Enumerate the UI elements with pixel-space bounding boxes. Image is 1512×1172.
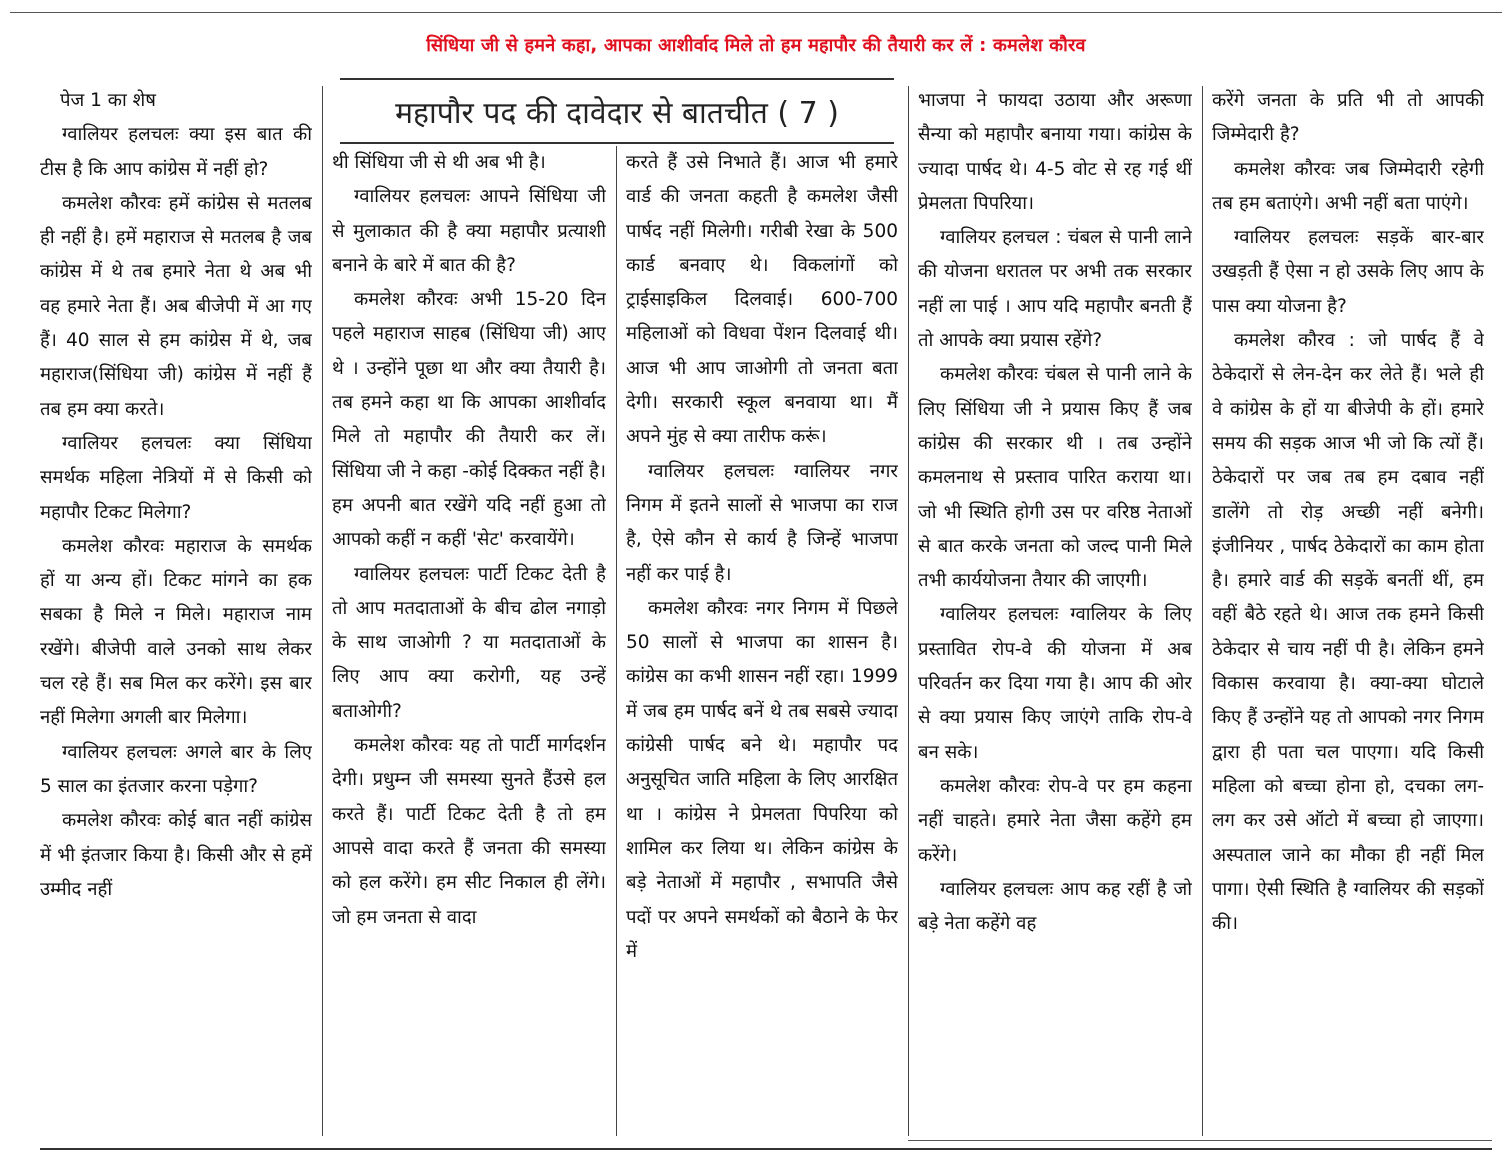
paragraph: ग्वालियर हलचल : चंबल से पानी लाने की योजना धरातल पर अभी तक सरकार नहीं ला पाई । आप यदि महापौर बनती हैं तो आपके क्या प्रयास रहेंगे? [918,227,1192,352]
column-divider [908,86,909,1136]
paragraph: ग्वालियर हलचलः पार्टी टिकट देती है तो आप मतदाताओं के बीच ढोल नगाड़ो के साथ जाओगी ? या मतदाताओं के लिए आप क्या करोगी, यह उन्हें बताओगी? [332,563,606,722]
paragraph: थी सिंधिया जी से थी अब भी है। [332,152,546,173]
interview-series-box [340,78,894,144]
article-column-5 [1212,84,1484,1140]
paragraph: ग्वालियर हलचलः ग्वालियर के लिए प्रस्तावित रोप-वे की योजना में अब परिवर्तन कर दिया गया है। आप की ओर से क्या प्रयास किए जाएंगे ताकि रोप-वे बन सके। [918,604,1192,763]
paragraph: कमलेश कौरवः महाराज के समर्थक हों या अन्य हों। टिकट मांगने का हक सबका है मिले न मिले। महाराज नाम रखेंगे। बीजेपी वाले उनको साथ लेकर चल रहे हैं। सब मिल कर करेंगे। इस बार नहीं मिलेगा अगली बार मिलेगा। [40,535,312,729]
paragraph: ग्वालियर हलचलः अगले बार के लिए 5 साल का इंतजार करना पड़ेगा? [40,741,312,797]
paragraph: ग्वालियर हलचलः क्या इस बात की टीस है कि आप कांग्रेस में नहीं हो? [40,124,312,180]
paragraph: कमलेश कौरवः यह तो पार्टी मार्गदर्शन देगी। प्रधुम्न जी समस्या सुनते हैंउसे हल करते हैं। पार्टी टिकट देती है तो हम आपसे वादा करते हैं जनता की समस्या को हल करेंगे। हम सीट निकाल ही लेंगे। जो हम जनता से वादा [332,735,606,928]
article-column-2 [332,146,606,1140]
paragraph: कमलेश कौरवः नगर निगम में पिछले 50 सालों से भाजपा का शासन है। कांग्रेस का कभी शासन नहीं रहा। 1999 में जब हम पार्षद बनें थे तब सबसे ज्यादा कांग्रेसी पार्षद बने थे। महापौर पद अनुसूचित जाति महिला के लिए आरक्षित था । कांग्रेस ने प्रेमलता पिपरिया को शामिल कर लिया थ। लेकिन कांग्रेस के बड़े नेताओं में महापौर , सभापति जैसे पदों पर अपने समर्थकों को बैठाने के फेर में [626,597,898,962]
bottom-rule [40,1148,1492,1150]
paragraph: कमलेश कौरव : जो पार्षद हैं वे ठेकेदारों से लेन-देन कर लेते हैं। भले ही वे कांग्रेस के हों या बीजेपी के हों। हमारे समय की सड़क आज भी जो कि त्यों हैं। ठेकेदारों पर जब तब हम दबाव नहीं डालेंगे तो रोड़ अच्छी नहीं बनेगी। इंजीनियर , पार्षद ठेकेदारों का काम होता है। हमारे वार्ड की सड़कें बनतीं थीं, हम वहीं बैठे रहते थे। आज तक हमने किसी ठेकेदार से चाय नहीं पी है। लेकिन हमने विकास करवाया है। क्या-क्या घोटाले किए हैं उन्होंने यह तो आपको नगर निगम द्वारा ही पता चल पाएगा। यदि किसी महिला को बच्चा होना हो, दचका लग-लग कर उसे ऑटो में बच्चा हो जाएगा। अस्पताल जाने का मौका ही नहीं मिल पागा। ऐसी स्थिति है ग्वालियर की सड़कों की। [1212,330,1484,935]
page-headline: सिंधिया जी से हमने कहा, आपका आशीर्वाद मिले तो हम महापौर की तैयारी कर लें : कमलेश कौरव [426,35,1086,56]
paragraph: कमलेश कौरवः जब जिम्मेदारी रहेगी तब हम बताएंगे। अभी नहीं बता पाएंगे। [1212,158,1484,214]
paragraph: कमलेश कौरवः चंबल से पानी लाने के लिए सिंधिया जी ने प्रयास किए हैं जब कांग्रेस की सरकार थी । तब उन्होंने कमलनाथ से प्रस्ताव पारित कराया था। जो भी स्थिति होगी उस पर वरिष्ठ नेताओं से बात करके जनता को जल्द पानी मिले तभी कार्ययोजना तैयार की जाएगी। [918,364,1192,592]
article-column-3 [626,146,898,1140]
column-divider [1202,86,1203,1136]
column-divider [322,86,323,1136]
paragraph: कमलेश कौरवः हमें कांग्रेस से मतलब ही नहीं है। हमें महाराज से मतलब है जब कांग्रेस में थे तब हमारे नेता थे अब भी वह हमारे नेता हैं। अब बीजेपी में आ गए हैं। 40 साल से हम कांग्रेस में थे, जब महाराज(सिंधिया जी) कांग्रेस में नहीं हैं तब हम क्या करते। [40,192,312,420]
paragraph: करते हैं उसे निभाते हैं। आज भी हमारे वार्ड की जनता कहती है कमलेश जैसी पार्षद नहीं मिलेगी। गरीबी रेखा के 500 कार्ड बनवाए थे। विकलांगों को ट्राईसाइकिल दिलवाई। 600-700 महिलाओं को विधवा पेंशन दिलवाई थी। आज भी आप जाओगी तो जनता बता देगी। सरकारी स्कूल बनवाया था। मैं अपने मुंह से क्या तारीफ करूं। [626,152,898,448]
paragraph: ग्वालियर हलचलः सड़कें बार-बार उखड़ती हैं ऐसा न हो उसके लिए आप के पास क्या योजना है? [1212,227,1484,317]
top-rule [10,12,1502,13]
paragraph: ग्वालियर हलचलः क्या सिंधिया समर्थक महिला नेत्रियों में से किसी को महापौर टिकट मिलेगा? [40,432,312,523]
interview-series-title: महापौर पद की दावेदार से बातचीत ( 7 ) [395,95,839,131]
article-column-4 [918,84,1192,1140]
paragraph: भाजपा ने फायदा उठाया और अरूणा सैन्या को महापौर बनाया गया। कांग्रेस के ज्यादा पार्षद थे। 4-5 वोट से रह गई थीं प्रेमलता पिपरिया। [918,90,1192,214]
paragraph: ग्वालियर हलचलः आप कह रहीं है जो बड़े नेता कहेंगे वह [918,878,1192,935]
paragraph: ग्वालियर हलचलः आपने सिंधिया जी से मुलाकात की है क्या महापौर प्रत्याशी बनाने के बारे में बात की है? [332,186,606,276]
paragraph: ग्वालियर हलचलः ग्वालियर नगर निगम में इतने सालों से भाजपा का राज है, ऐसे कौन से कार्य है जिन्हें भाजपा नहीं कर पाई है। [626,460,898,585]
paragraph: करेंगे जनता के प्रति भी तो आपकी जिम्मेदारी है? [1212,90,1484,146]
bottom-rule [908,1140,1492,1141]
column-divider [616,146,617,1136]
paragraph: कमलेश कौरवः रोप-वे पर हम कहना नहीं चाहते। हमारे नेता जैसा कहेंगे हम करेंगे। [918,775,1192,866]
paragraph: पेज 1 का शेष [60,90,156,111]
article-column-1 [40,84,312,1140]
paragraph: कमलेश कौरवः कोई बात नहीं कांग्रेस में भी इंतजार किया है। किसी और से हमें उम्मीद नहीं [40,810,312,900]
paragraph: कमलेश कौरवः अभी 15-20 दिन पहले महाराज साहब (सिंधिया जी) आए थे । उन्होंने पूछा था और क्या तैयारी है। तब हमने कहा था कि आपका आशीर्वाद मिले तो महापौर की तैयारी कर लें। सिंधिया जी ने कहा -कोई दिक्कत नहीं है। हम अपनी बात रखेंगे यदि नहीं हुआ तो आपको कहीं न कहीं 'सेट' करवायेंगे। [332,289,606,551]
